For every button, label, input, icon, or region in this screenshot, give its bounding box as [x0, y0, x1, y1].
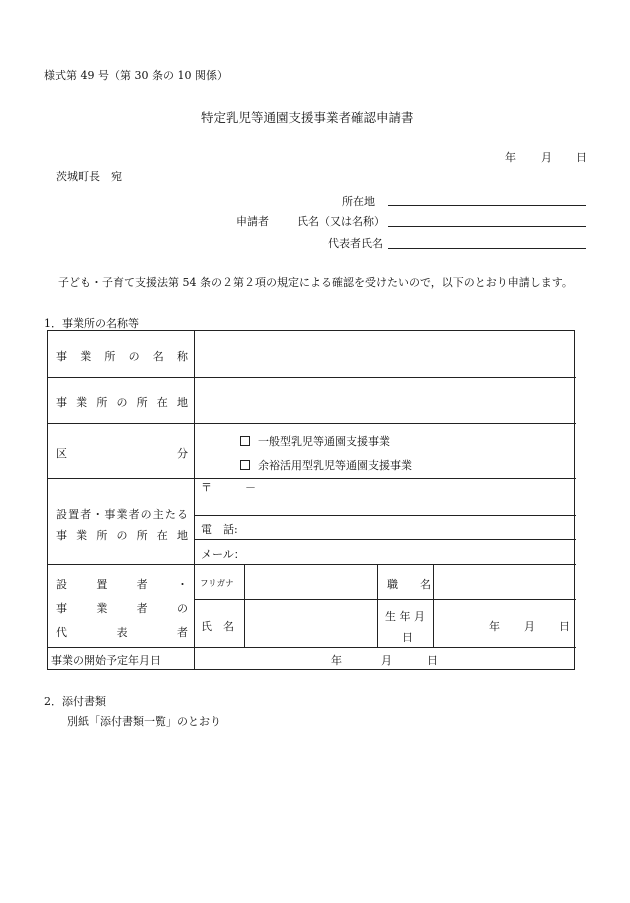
- date-year: 年: [505, 151, 516, 164]
- representative-label-line2: 事 業 者 の: [56, 602, 188, 615]
- start-year[interactable]: 年: [331, 654, 342, 667]
- start-day[interactable]: 日: [427, 654, 438, 667]
- section-heading-1: 1．事業所の名称等: [44, 317, 139, 330]
- position-label: 職 名: [387, 578, 431, 591]
- facility-name-label: 事 業 所 の 名 称: [56, 350, 188, 363]
- full-name-label: 氏 名: [201, 620, 234, 633]
- address-field[interactable]: [388, 205, 586, 206]
- furigana-label: フリガナ: [200, 579, 234, 589]
- category-option-surplus[interactable]: 余裕活用型乳児等通園支援事業: [240, 457, 412, 473]
- email-field[interactable]: メール：: [201, 548, 245, 561]
- postal-code-field[interactable]: 〒 －: [201, 481, 256, 494]
- application-form-table: [47, 330, 575, 670]
- birth-date-label-2: 日: [402, 631, 413, 644]
- birth-day: 日: [559, 620, 570, 633]
- addressee: 茨城町長 宛: [56, 170, 122, 183]
- main-office-label-line1: 設 置 者 ・ 事 業 者 の 主 た る: [56, 508, 188, 521]
- representative-label: 代表者氏名: [328, 237, 383, 250]
- category-option-general[interactable]: 一般型乳児等通園支援事業: [240, 433, 390, 449]
- address-label: 所在地: [342, 195, 375, 208]
- form-reference: 様式第 49 号（第 30 条の 10 関係）: [44, 69, 228, 82]
- name-label: 氏名（又は名称）: [297, 215, 385, 228]
- phone-field[interactable]: 電 話:: [201, 523, 238, 536]
- section-heading-2: 2．添付書類: [44, 695, 106, 708]
- applicant-label: 申請者: [236, 215, 269, 228]
- representative-field[interactable]: [388, 248, 586, 249]
- checkbox-surplus[interactable]: [240, 460, 250, 470]
- start-month[interactable]: 月: [381, 654, 392, 667]
- date-month: 月: [541, 151, 552, 164]
- main-office-label-line2: 事 業 所 の 所 在 地: [56, 529, 188, 542]
- position-field[interactable]: [435, 566, 575, 598]
- facility-location-label: 事 業 所 の 所 在 地: [56, 396, 188, 409]
- birth-year: 年: [489, 620, 500, 633]
- start-date-label: 事業の開始予定年月日: [51, 654, 161, 667]
- representative-label-line3: 代 表 者: [56, 626, 188, 639]
- page-title: 特定乳児等通園支援事業者確認申請書: [201, 110, 414, 125]
- checkbox-general[interactable]: [240, 436, 250, 446]
- facility-name-field[interactable]: [196, 333, 574, 375]
- category-label: 区 分: [56, 447, 188, 460]
- date-day: 日: [576, 151, 587, 164]
- intro-text: 子ども・子育て支援法第 54 条の２第２項の規定による確認を受けたいので，以下のとおり申請します。: [58, 276, 573, 289]
- facility-location-field[interactable]: [196, 379, 574, 421]
- representative-label-line1: 設 置 者 ・: [56, 578, 188, 591]
- name-field[interactable]: [388, 226, 586, 227]
- full-name-field[interactable]: [246, 601, 376, 646]
- attachment-note: 別紙「添付書類一覧」のとおり: [67, 715, 221, 728]
- furigana-field[interactable]: [246, 566, 376, 598]
- birth-month: 月: [524, 620, 535, 633]
- birth-date-label-1: 生 年 月: [385, 610, 425, 623]
